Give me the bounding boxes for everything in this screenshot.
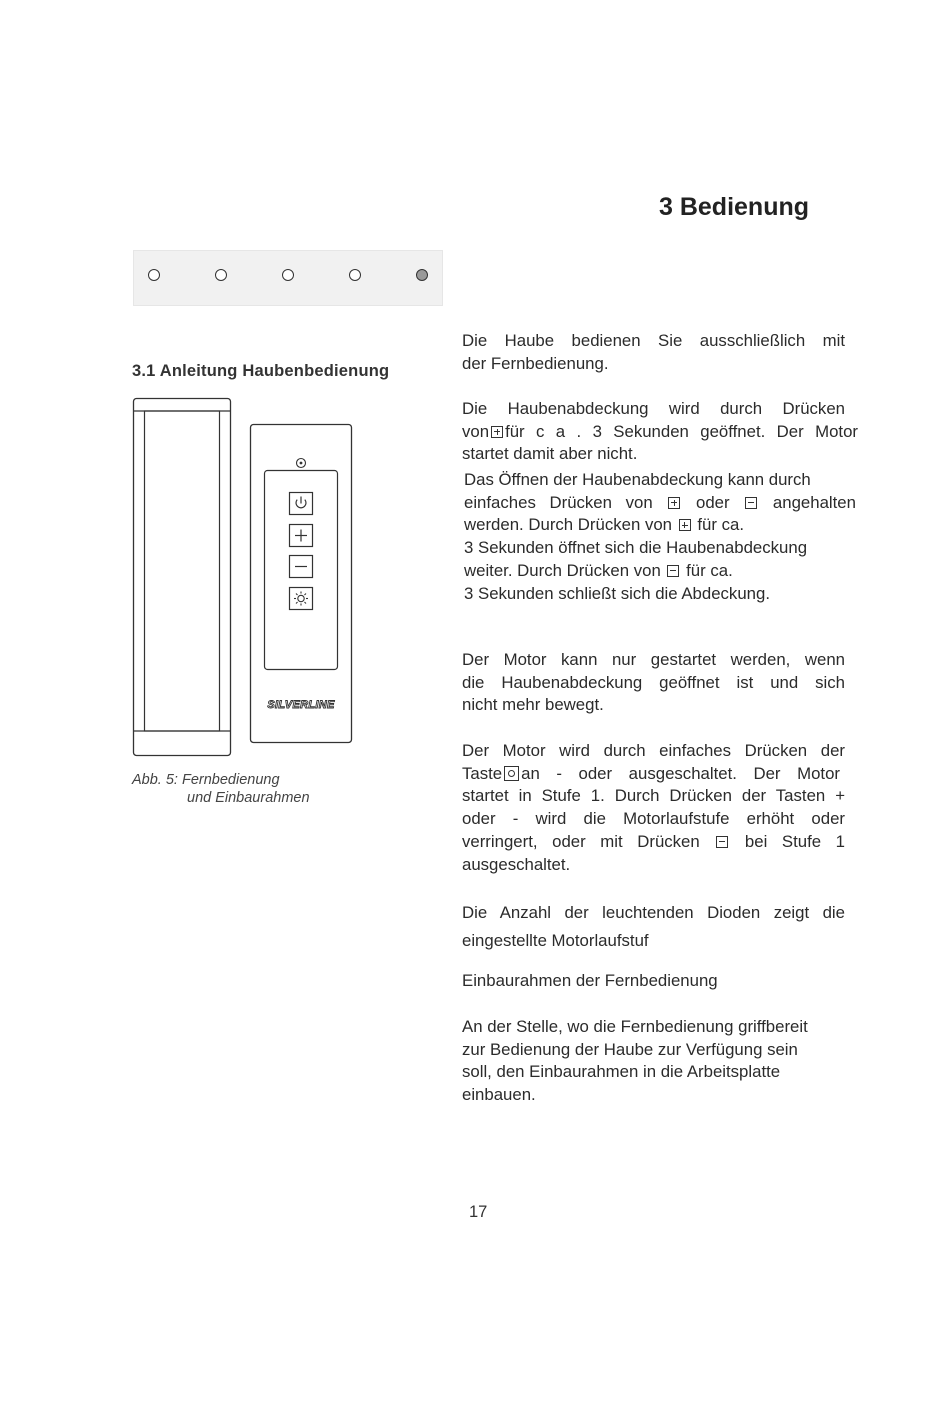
- minus-key-icon: [667, 565, 679, 577]
- minus-key-icon: [745, 497, 757, 509]
- remote-control-illustration: [247, 422, 357, 747]
- plus-key-icon: [679, 519, 691, 531]
- paragraph-1: Die Haube bedienen Sie ausschließlich mit der Fernbedienung.: [462, 331, 845, 373]
- caption-line-1: Abb. 5: Fernbedienung: [132, 772, 280, 788]
- led-diode-3: [282, 269, 294, 281]
- minus-key-icon: [716, 836, 728, 848]
- remote-plus-button: [290, 525, 313, 547]
- section-heading: 3.1 Anleitung Haubenbedienung: [132, 362, 390, 380]
- paragraph-5: Der Motor wird durch einfaches Drücken der Taste an - oder ausgeschaltet. Der Motor startet in Stufe 1. Durch Drücken der Tasten + oder - wird die Motorlaufstufe erhöht oder verringert, oder mit Drücken bei Stufe 1 ausgeschaltet.: [462, 741, 845, 874]
- plus-key-icon: [668, 497, 680, 509]
- brand-logo: SILVERLINE: [267, 699, 335, 711]
- led-diode-2: [215, 269, 227, 281]
- figure-caption: [132, 771, 310, 807]
- plus-key-icon: [491, 426, 503, 438]
- paragraph-4: Der Motor kann nur gestartet werden, wenn die Haubenabdeckung geöffnet ist und sich nicht mehr bewegt.: [462, 650, 845, 715]
- led-diode-1: [148, 269, 160, 281]
- remote-minus-button: [290, 556, 313, 578]
- remote-power-button: [290, 493, 313, 515]
- paragraph-8: An der Stelle, wo die Fernbedienung griffbereit zur Bedienung der Haube zur Verfügung sein soll, den Einbaurahmen in die Arbeitsplatte einbauen.: [462, 1017, 808, 1105]
- led-diode-5-lit: [416, 269, 428, 281]
- paragraph-6: Die Anzahl der leuchtenden Dioden zeigt die eingestellte Motorlaufstuf: [462, 903, 845, 950]
- paragraph-2: Die Haubenabdeckung wird durch Drücken von für c a . 3 Sekunden geöffnet. Der Motor startet damit aber nicht.: [462, 399, 858, 464]
- caption-line-2: und Einbaurahmen: [187, 790, 310, 806]
- power-key-icon: [504, 766, 519, 781]
- subheading-mounting-frame: Einbaurahmen der Fernbedienung: [462, 971, 718, 990]
- page-title: 3 Bedienung: [659, 193, 810, 221]
- page-number: 17: [469, 1203, 488, 1221]
- led-diode-4: [349, 269, 361, 281]
- led-indicator-panel: [133, 250, 443, 306]
- paragraph-3: Das Öffnen der Haubenabdeckung kann durch einfaches Drücken von oder angehalten werden. Durch Drücken von für ca. 3 Sekunden öffnet sich die Haubenabdeckung weiter. Durch Drücken von für ca. 3 Sekunden schließt sich die Abdeckung.: [464, 470, 856, 603]
- remote-light-button: [290, 588, 313, 610]
- mounting-frame-illustration: [130, 395, 235, 760]
